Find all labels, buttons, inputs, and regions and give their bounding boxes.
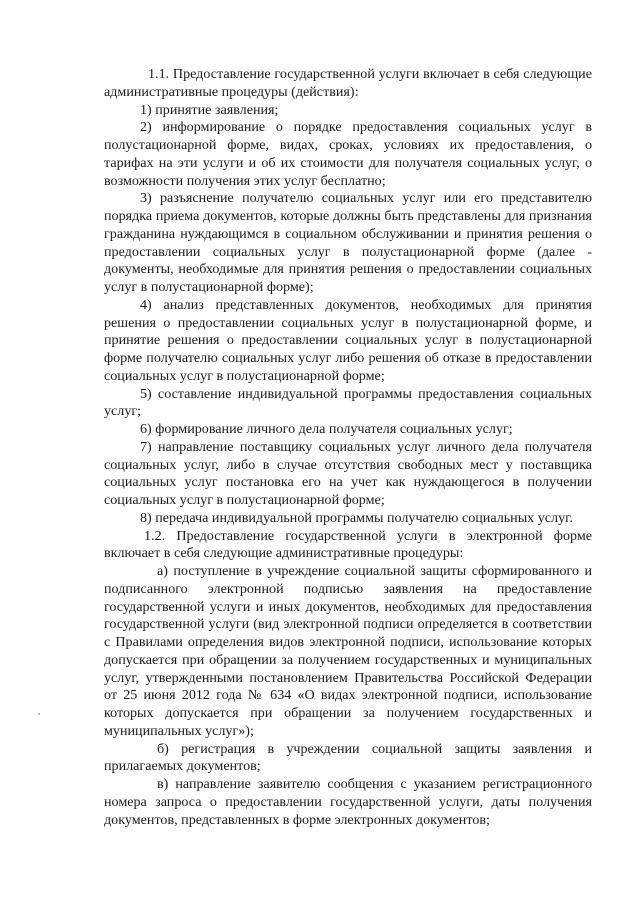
paragraph-item-3: 3) разъяснение получателю социальных услуг или его представителю порядка приема документов, которые должны быть представлены для признания гражданина нуждающимся в социальном обслуживании и принятия решения о предоставлении социальных услуг в полустационарной форме (далее - документы, необходимые для принятия решения о предоставлении социальных услуг в полустационарной форме); bbox=[104, 190, 592, 295]
paragraph-item-a: а) поступление в учреждение социальной защиты сформированного и подписанного электронной подписью заявления на предоставление государственной услуги и иных документов, необходимых для предоставления государственной услуги (вид электронной подписи определяется в соответствии с Правилами определения видов электронной подписи, использование которых допускается при обращении за получением государственных и муниципальных услуг, утвержденными постановлением Правительства Российской Федерации от 25 июня 2012 года № 634 «О видах электронной подписи, использование которых допускается при обращении за получением государственных и муниципальных услуг»); bbox=[104, 563, 592, 739]
paragraph-item-1: 1) принятие заявления; bbox=[140, 101, 279, 118]
paragraph-item-7: 7) направление поставщику социальных услуг личного дела получателя социальных услуг, либо в случае отсутствия свободных мест у поставщика социальных услуг постановка его на учет как нуждающегося в получении социальных услуг в полустационарной форме; bbox=[104, 438, 592, 508]
paragraph-item-4: 4) анализ представленных документов, необходимых для принятия решения о предоставлении социальных услуг в полустационарной форме, и принятие решения о предоставлении социальных услуг в полустационарной форме получателю социальных услуг либо решения об отказе в предоставлении социальных услуг в полустационарной форме; bbox=[104, 296, 592, 384]
paragraph-item-v: в) направление заявителю сообщения с указанием регистрационного номера запроса о предоставлении государственной услуги, даты получения документов, представленных в форме электронных документов; bbox=[104, 776, 592, 828]
paragraph-item-8: 8) передача индивидуальной программы получателю социальных услуг. bbox=[140, 509, 573, 526]
document-page bbox=[104, 66, 592, 829]
paragraph-1-2-intro: 1.2. Предоставление государственной услуги в электронной форме включает в себя следующие административные процедуры: bbox=[104, 527, 592, 562]
scan-speck bbox=[38, 713, 40, 715]
paragraph-item-2: 2) информирование о порядке предоставления социальных услуг в полустационарной форме, видах, сроках, условиях их предоставления, о тарифах на эти услуги и об их стоимости для получателя социальных услуг, о возможности получения этих услуг бесплатно; bbox=[104, 119, 592, 189]
paragraph-item-5: 5) составление индивидуальной программы предоставления социальных услуг; bbox=[104, 385, 592, 420]
paragraph-item-6: 6) формирование личного дела получателя социальных услуг; bbox=[140, 421, 513, 437]
paragraph-item-b: б) регистрация в учреждении социальной защиты заявления и прилагаемых документов; bbox=[104, 740, 592, 775]
paragraph-1-1-intro: 1.1. Предоставление государственной услуги включает в себя следующие административные процедуры (действия): bbox=[104, 66, 592, 100]
